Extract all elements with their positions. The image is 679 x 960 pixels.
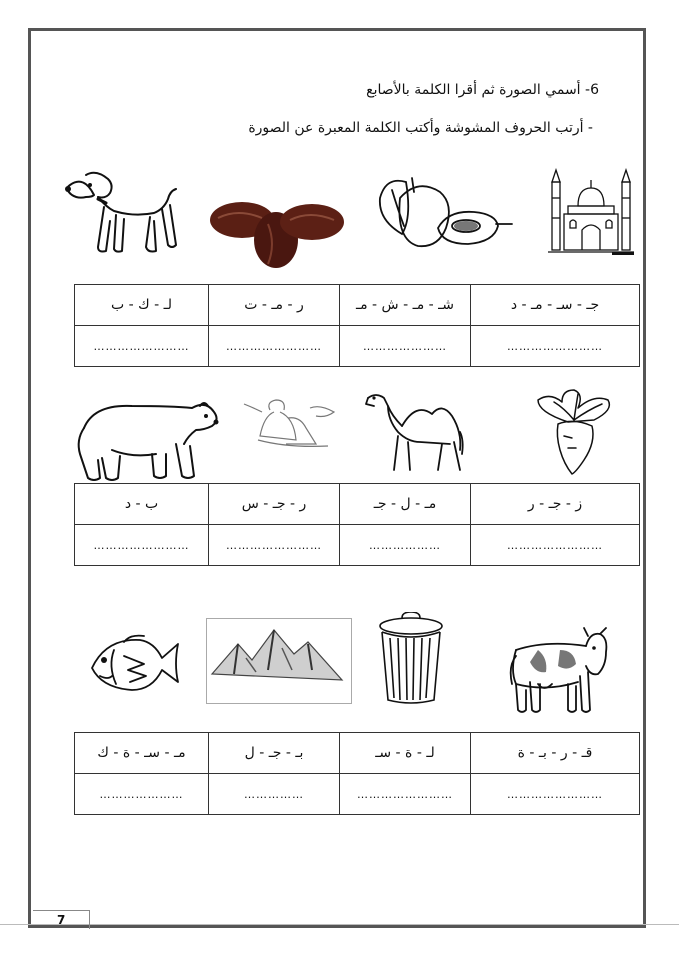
answer-blank[interactable]: ………………… (75, 774, 209, 815)
answer-blank[interactable]: …………………… (75, 525, 209, 566)
scrambled-letters-cell: مـ - سـ - ة - ك (75, 733, 209, 774)
scrambled-letters-cell: لـ - ة - سـ (340, 733, 471, 774)
mosque-icon (546, 168, 636, 258)
answer-blank[interactable]: …………………… (471, 326, 640, 367)
scrambled-letters-cell: بـ - جـ - ل (209, 733, 340, 774)
instruction-line-2: - أرتب الحروف المشوشة وأكتب الكلمة المعبرة عن الصورة (248, 120, 593, 136)
bell-icon (240, 398, 340, 450)
fish-icon (88, 632, 182, 702)
answer-blank[interactable]: …………………… (471, 525, 640, 566)
word-table-1 (74, 284, 640, 367)
answer-blank[interactable]: …………………… (340, 774, 471, 815)
word-table-3 (74, 732, 640, 815)
dates-icon (208, 190, 346, 268)
dog-icon (64, 165, 178, 261)
answer-blank[interactable]: ……………… (340, 525, 471, 566)
cow-icon (508, 626, 612, 718)
scrambled-letters-cell: ز - جـ - ر (471, 484, 640, 525)
word-table-2 (74, 483, 640, 566)
answer-blank[interactable]: …………………… (209, 326, 340, 367)
scrambled-letters-cell: جـ - سـ - مـ - د (471, 285, 640, 326)
scrambled-letters-cell: ر - جـ - س (209, 484, 340, 525)
instruction-line-1: 6- أسمي الصورة ثم أقرا الكلمة بالأصابع (366, 82, 599, 98)
trash-can-icon (376, 612, 446, 706)
bear-icon (72, 398, 220, 484)
mountain-icon (206, 618, 352, 704)
answer-blank[interactable]: …………… (209, 774, 340, 815)
answer-blank[interactable]: …………………… (209, 525, 340, 566)
scrambled-letters-cell: قـ - ر - بـ - ة (471, 733, 640, 774)
scrambled-letters-cell: مـ - ل - جـ (340, 484, 471, 525)
carrot-icon (534, 388, 624, 476)
answer-blank[interactable]: ………………… (340, 326, 471, 367)
page-number-box (33, 910, 90, 929)
scrambled-letters-cell: لـ - ك - ب (75, 285, 209, 326)
camel-icon (362, 392, 466, 476)
scrambled-letters-cell: ب - د (75, 484, 209, 525)
scrambled-letters-cell: ر - مـ - ت (209, 285, 340, 326)
answer-blank[interactable]: …………………… (75, 326, 209, 367)
answer-blank[interactable]: …………………… (471, 774, 640, 815)
page-number: 7 (57, 913, 66, 927)
scrambled-letters-cell: شـ - مـ - ش - مـ (340, 285, 471, 326)
footer-rule (0, 924, 679, 925)
apricot-icon (378, 170, 514, 252)
